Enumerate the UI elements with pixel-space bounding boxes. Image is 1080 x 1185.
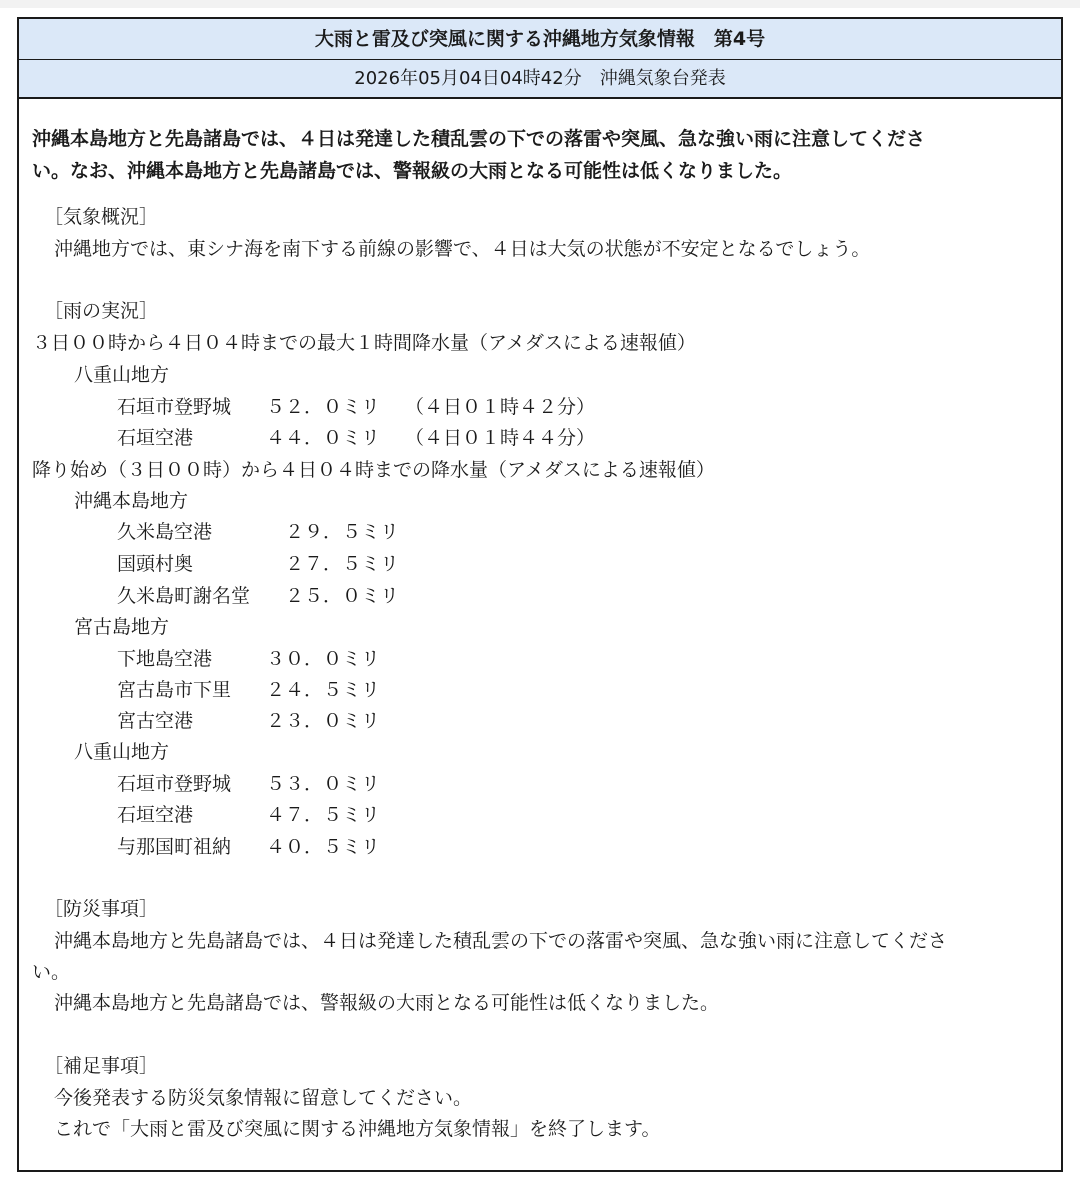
issued-datetime: 2026年05月04日04時42分 沖縄気象台発表 <box>19 60 1061 99</box>
max-hourly-station: 石垣市登野城 <box>117 396 232 418</box>
prevention-line-3: 沖縄本島地方と先島諸島では、警報級の大雨となる可能性は低くなりました。 <box>54 992 720 1014</box>
overview-heading: ［気象概況］ <box>44 206 159 228</box>
max-hourly-value: ４４．０ミリ <box>266 427 381 449</box>
max-hourly-station: 石垣空港 <box>117 427 194 449</box>
prevention-heading: ［防災事項］ <box>44 898 159 920</box>
max-hourly-value: ５２．０ミリ <box>266 396 381 418</box>
supplement-line-2: これで「大雨と雷及び突風に関する沖縄地方気象情報」を終了します。 <box>54 1118 661 1140</box>
rain-heading: ［雨の実況］ <box>44 300 159 322</box>
station-name: 宮古空港 <box>117 710 194 732</box>
max-hourly-time: （４日０１時４４分） <box>405 427 596 449</box>
rain-value: ４０．５ミリ <box>266 836 381 858</box>
max-hourly-region: 八重山地方 <box>74 364 170 386</box>
rain-value: ５３．０ミリ <box>266 773 381 795</box>
overview-text: 沖縄地方では、東シナ海を南下する前線の影響で、４日は大気の状態が不安定となるでしょう。 <box>54 238 871 260</box>
station-name: 久米島空港 <box>117 521 213 543</box>
supplement-heading: ［補足事項］ <box>44 1055 159 1077</box>
rain-value: ２７．５ミリ <box>285 553 400 575</box>
top-strip <box>0 0 1080 8</box>
bulletin-panel <box>17 17 1063 1172</box>
rain-value: ４７．５ミリ <box>266 804 381 826</box>
station-name: 久米島町謝名堂 <box>117 585 251 607</box>
bulletin-title: 大雨と雷及び突風に関する沖縄地方気象情報 第4号 <box>19 19 1061 60</box>
total-rain-title: 降り始め（３日００時）から４日０４時までの降水量（アメダスによる速報値） <box>32 459 715 481</box>
max-hourly-time: （４日０１時４２分） <box>405 396 596 418</box>
supplement-line-1: 今後発表する防災気象情報に留意してください。 <box>54 1087 473 1109</box>
station-name: 与那国町祖納 <box>117 836 232 858</box>
prevention-line-1: 沖縄本島地方と先島諸島では、４日は発達した積乱雲の下での落雷や突風、急な強い雨に注意してくださ <box>54 930 948 952</box>
region-name: 宮古島地方 <box>74 616 170 638</box>
rain-value: ２９．５ミリ <box>285 521 400 543</box>
station-name: 石垣市登野城 <box>117 773 232 795</box>
station-name: 宮古島市下里 <box>117 679 232 701</box>
rain-value: ２５．０ミリ <box>285 585 400 607</box>
prevention-line-2: い。 <box>32 961 71 983</box>
rain-value: ２４．５ミリ <box>266 679 381 701</box>
max-hourly-title: ３日００時から４日０４時までの最大１時間降水量（アメダスによる速報値） <box>32 332 696 354</box>
rain-value: ３０．０ミリ <box>266 648 381 670</box>
headline-line-1: 沖縄本島地方と先島諸島では、４日は発達した積乱雲の下での落雷や突風、急な強い雨に注意してくださ <box>32 128 926 150</box>
station-name: 国頭村奥 <box>117 553 194 575</box>
region-name: 八重山地方 <box>74 741 170 763</box>
rain-value: ２３．０ミリ <box>266 710 381 732</box>
headline-line-2: い。なお、沖縄本島地方と先島諸島では、警報級の大雨となる可能性は低くなりました。 <box>32 160 793 182</box>
station-name: 下地島空港 <box>117 648 213 670</box>
station-name: 石垣空港 <box>117 804 194 826</box>
region-name: 沖縄本島地方 <box>74 490 189 512</box>
bulletin-header <box>19 19 1061 99</box>
